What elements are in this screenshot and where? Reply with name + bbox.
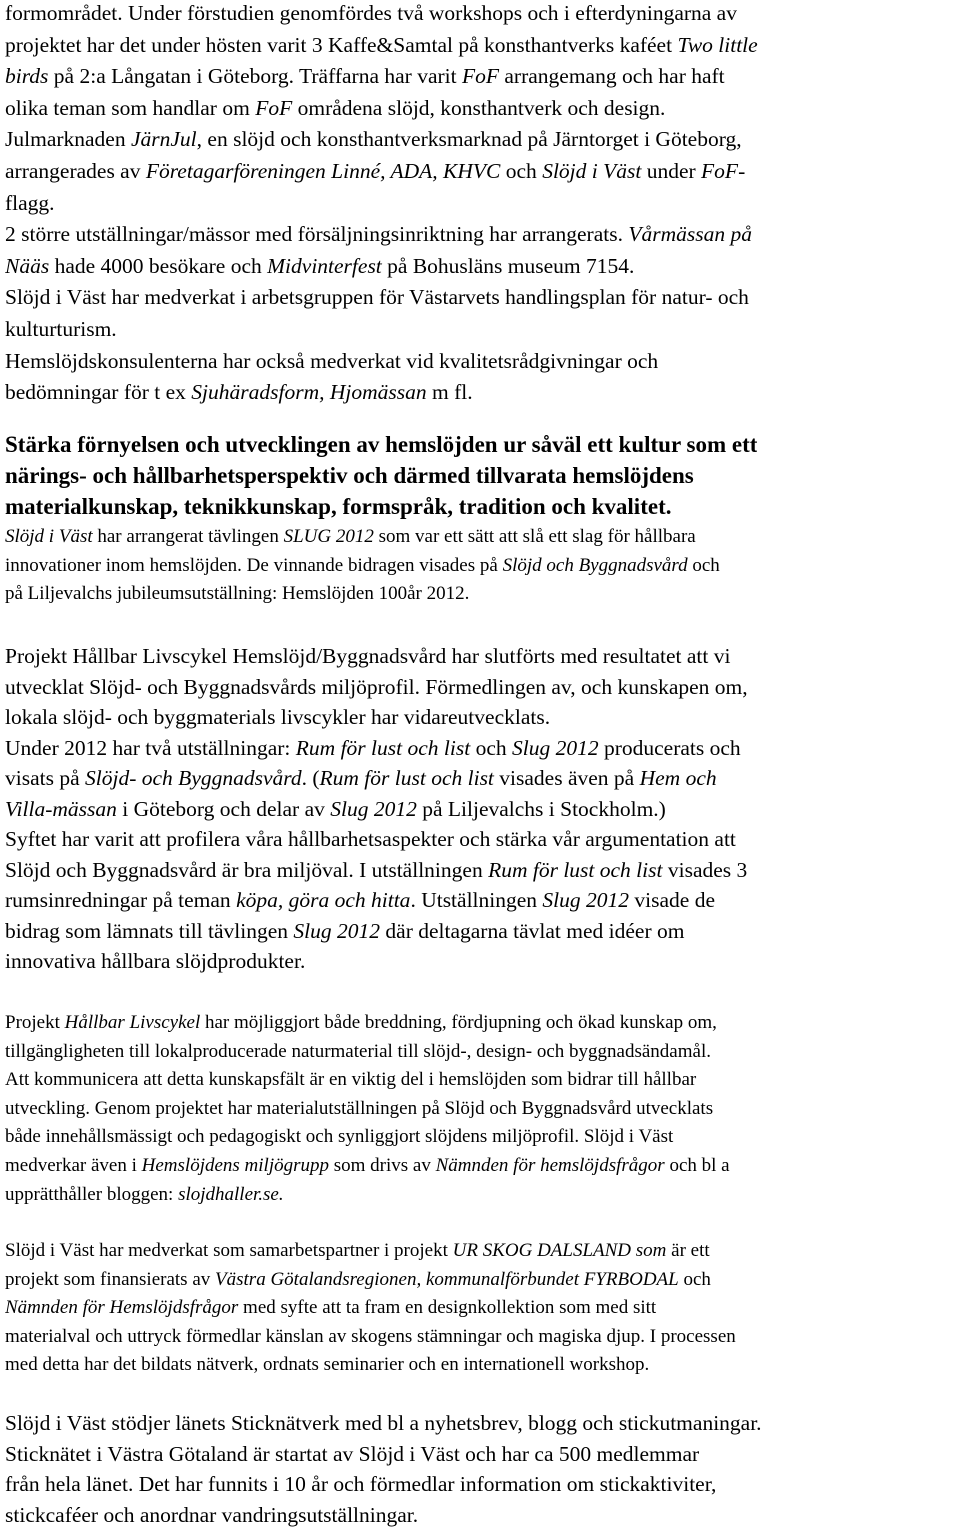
text-line	[5, 580, 720, 609]
text-line	[5, 1066, 730, 1095]
text-line	[5, 641, 748, 672]
italic-text: FoF	[255, 95, 293, 120]
text-line	[5, 1439, 762, 1470]
text-run: både innehållsmässigt och pedagogiskt och synliggjort slöjdens miljöprofil. Slöjd i Väst	[5, 1126, 674, 1148]
paragraph-activities	[5, 0, 758, 409]
italic-text: Företagarföreningen Linné, ADA, KHVC	[145, 158, 501, 183]
text-run: producerats och	[598, 735, 741, 760]
text-run: har arrangerat tävlingen	[92, 526, 284, 547]
text-run: flagg.	[5, 190, 55, 215]
text-run: Projekt Hållbar Livscykel Hemslöjd/Byggnadsvård har slutförts med resultatet att vi	[5, 644, 731, 668]
italic-text: Rum för lust och list	[295, 735, 471, 760]
text-run: Slöjd i Väst stödjer länets Sticknätverk med bl a nyhetsbrev, blogg och stickutmaningar.	[5, 1411, 762, 1435]
text-line	[5, 1181, 730, 1210]
italic-text: Two little	[677, 32, 758, 57]
text-run: medverkar även i	[5, 1154, 142, 1176]
text-line	[5, 885, 748, 916]
text-run: är ett	[666, 1240, 710, 1261]
italic-text: Hem och	[639, 766, 717, 790]
text-line	[5, 1500, 762, 1531]
text-run: visades även på	[493, 766, 640, 790]
text-run: och	[470, 735, 512, 760]
italic-text: Vårmässan på	[628, 222, 752, 247]
text-run: visade de	[629, 888, 715, 912]
section-heading	[5, 429, 757, 523]
text-run: olika teman som handlar om	[5, 95, 256, 120]
text-line	[5, 1095, 730, 1124]
text-line	[5, 93, 758, 125]
text-line	[5, 1009, 730, 1038]
italic-text: JärnJul	[130, 127, 197, 152]
italic-text: Nämnden för hemslöjdsfrågor	[435, 1154, 665, 1176]
text-run: kulturturism.	[5, 316, 117, 341]
text-line	[5, 156, 758, 188]
text-run: där deltagarna tävlat med idéer om	[380, 918, 685, 943]
italic-text: slojdhaller.se.	[178, 1183, 284, 1205]
text-run: på Liljevalchs i Stockholm.)	[416, 796, 666, 821]
italic-text: Slöjd i Väst	[542, 158, 642, 183]
paragraph-project-knowledge	[5, 1009, 730, 1209]
italic-text: Slug 2012	[542, 888, 630, 912]
paragraph-sticknatverk	[5, 1408, 762, 1530]
text-line	[5, 377, 758, 409]
italic-text: Villa-mässan	[5, 796, 117, 821]
text-run: materialval och uttryck förmedlar känslan av skogens stämningar och magiska djup. I processen	[5, 1325, 736, 1347]
text-run: bidrag som lämnats till tävlingen	[5, 918, 294, 943]
text-line	[5, 946, 748, 977]
text-run: utveckling. Genom projektet har materialutställningen på Slöjd och Byggnadsvård utvecklats	[5, 1097, 714, 1119]
italic-text: Hållbar Livscykel	[64, 1012, 201, 1033]
italic-text: Västra Götalandsregionen, kommunalförbundet FYRBODAL	[215, 1268, 679, 1290]
text-run: projekt som finansierats av	[5, 1268, 216, 1290]
text-run: områdena slöjd, konsthantverk och design.	[292, 95, 666, 120]
italic-text: Slug 2012	[293, 918, 381, 943]
text-run: Slöjd och Byggnadsvård är bra miljöval. I utställningen	[5, 857, 489, 882]
text-line	[5, 1266, 736, 1295]
text-run: visades 3	[662, 857, 748, 882]
text-run: har möjliggjort både breddning, fördjupning och ökad kunskap om,	[200, 1012, 717, 1033]
text-line	[5, 1294, 736, 1323]
italic-text: Slöjd- och Byggnadsvård	[85, 766, 302, 790]
text-line	[5, 1323, 736, 1352]
italic-text: FoF	[701, 158, 739, 183]
text-run: tillgängligheten till lokalproducerade naturmaterial till slöjd-, design- och byggnadsändamål.	[5, 1040, 711, 1062]
text-run: innovationer inom hemslöjden. De vinnande bidragen visades på	[5, 554, 503, 576]
italic-text: Sjuhäradsform, Hjomässan	[191, 380, 427, 405]
text-line	[5, 1237, 736, 1266]
text-line	[5, 523, 720, 552]
text-run: arrangemang och har haft	[499, 64, 725, 89]
italic-text: Rum för lust och list	[319, 766, 494, 790]
italic-text: Slöjd i Väst	[5, 526, 93, 547]
text-run: Slöjd i Väst har medverkat som samarbetspartner i projekt	[5, 1240, 453, 1261]
text-run: upprätthåller bloggen:	[5, 1183, 179, 1205]
italic-text: Slöjd och Byggnadsvård	[502, 554, 688, 576]
italic-text: Slug 2012	[330, 796, 417, 821]
text-run: och	[678, 1268, 711, 1290]
text-line	[5, 855, 748, 886]
text-run: Hemslöjdskonsulenterna har också medverkat vid kvalitetsrådgivningar och	[5, 348, 659, 373]
italic-text: Midvinterfest	[267, 253, 382, 278]
text-line	[5, 61, 758, 93]
text-run: bedömningar för t ex	[5, 380, 192, 405]
text-line	[5, 552, 720, 581]
text-line	[5, 672, 748, 703]
paragraph-ur-skog-dalsland	[5, 1237, 736, 1380]
italic-text: UR SKOG DALSLAND som	[452, 1240, 667, 1261]
text-line	[5, 1152, 730, 1181]
text-run: visats på	[5, 766, 86, 790]
italic-text: köpa, göra och hitta	[236, 888, 411, 912]
italic-text: Rum för lust och list	[488, 857, 663, 882]
text-line	[5, 30, 758, 62]
text-run: m fl.	[426, 380, 473, 405]
text-run: från hela länet. Det har funnits i 10 år och förmedlar information om stickaktiviter,	[5, 1472, 717, 1496]
text-run: 2 större utställningar/mässor med försäljningsinriktning har arrangerats.	[5, 222, 629, 247]
text-line	[5, 1038, 730, 1067]
text-line	[5, 124, 758, 156]
text-line	[5, 314, 758, 346]
text-run: formområdet. Under förstudien genomfördes två workshops och i efterdyningarna av	[5, 1, 737, 25]
text-run: och	[687, 554, 720, 576]
text-line	[5, 702, 748, 733]
text-line	[5, 794, 748, 825]
text-run: på 2:a Långatan i Göteborg. Träffarna har varit	[48, 64, 462, 89]
text-run: -	[738, 158, 746, 183]
heading-line: Stärka förnyelsen och utvecklingen av hemslöjden ur såväl ett kultur som ett	[5, 432, 758, 457]
text-run: som drivs av	[329, 1154, 436, 1176]
italic-text: Nääs	[5, 253, 50, 278]
italic-text: FoF	[461, 64, 500, 89]
text-run: Syftet har varit att profilera våra hållbarhetsaspekter och stärka vår argumentation att	[5, 827, 736, 851]
italic-text: Slug 2012	[511, 735, 599, 760]
text-run: utvecklat Slöjd- och Byggnadsvårds miljöprofil. Förmedlingen av, och kunskapen om,	[5, 674, 748, 699]
text-run: på Bohusläns museum 7154.	[381, 253, 635, 278]
text-run: Julmarknaden	[5, 127, 131, 152]
paragraph-hallbar-livscykel	[5, 641, 748, 977]
text-line	[5, 188, 758, 220]
text-line	[5, 251, 758, 283]
text-run: . (	[301, 766, 320, 790]
text-line	[5, 763, 748, 794]
text-line	[5, 916, 748, 947]
text-run: under	[641, 158, 702, 183]
text-line	[5, 1351, 736, 1380]
text-run: i Göteborg och delar av	[116, 796, 331, 821]
text-run: Sticknätet i Västra Götaland är startat av Slöjd i Väst och har ca 500 medlemmar	[5, 1441, 700, 1466]
text-run: och bl a	[664, 1154, 730, 1176]
text-line	[5, 0, 758, 30]
italic-text: Nämnden för Hemslöjdsfrågor	[5, 1297, 239, 1319]
italic-text: birds	[5, 64, 49, 89]
text-line	[5, 346, 758, 378]
text-run: Att kommunicera att detta kunskapsfält är en viktig del i hemslöjden som bidrar till hållbar	[5, 1069, 697, 1091]
text-run: Under 2012 har två utställningar:	[5, 735, 296, 760]
heading-line: materialkunskap, teknikkunskap, formspråk, tradition och kvalitet.	[5, 494, 672, 520]
text-line	[5, 1123, 730, 1152]
text-run: rumsinredningar på teman	[5, 888, 237, 912]
text-run: arrangerades av	[5, 158, 146, 183]
text-run: på Liljevalchs jubileumsutställning: Hemslöjden 100år 2012.	[5, 583, 470, 605]
text-run: lokala slöjd- och byggmaterials livscykler har vidareutvecklats.	[5, 705, 551, 729]
italic-text: Hemslöjdens miljögrupp	[141, 1154, 329, 1176]
text-line	[5, 1469, 762, 1500]
text-line	[5, 824, 748, 855]
italic-text: SLUG 2012	[283, 526, 374, 547]
paragraph-slug-2012	[5, 523, 720, 609]
text-run: Projekt	[5, 1012, 65, 1033]
text-run: , en slöjd och konsthantverksmarknad på Järntorget i Göteborg,	[196, 127, 742, 152]
text-line	[5, 282, 758, 314]
text-run: hade 4000 besökare och	[49, 253, 268, 278]
text-run: . Utställningen	[410, 888, 543, 912]
text-run: innovativa hållbara slöjdprodukter.	[5, 949, 306, 973]
heading-line: närings- och hållbarhetsperspektiv och därmed tillvarata hemslöjdens	[5, 463, 694, 489]
text-run: som var ett sätt att slå ett slag för hållbara	[373, 526, 696, 547]
text-run: med detta har det bildats nätverk, ordnats seminarier och en internationell workshop.	[5, 1354, 650, 1376]
text-run: Slöjd i Väst har medverkat i arbetsgruppen för Västarvets handlingsplan för natur- och	[5, 285, 749, 310]
text-run: stickcaféer och anordnar vandringsutställningar.	[5, 1502, 419, 1527]
text-run: projektet har det under hösten varit 3 Kaffe&Samtal på konsthantverks kaféet	[5, 32, 678, 57]
text-run: och	[500, 158, 543, 183]
text-line	[5, 219, 758, 251]
text-line	[5, 733, 748, 764]
text-line	[5, 1408, 762, 1439]
text-run: med syfte att ta fram en designkollektion som med sitt	[238, 1297, 657, 1319]
